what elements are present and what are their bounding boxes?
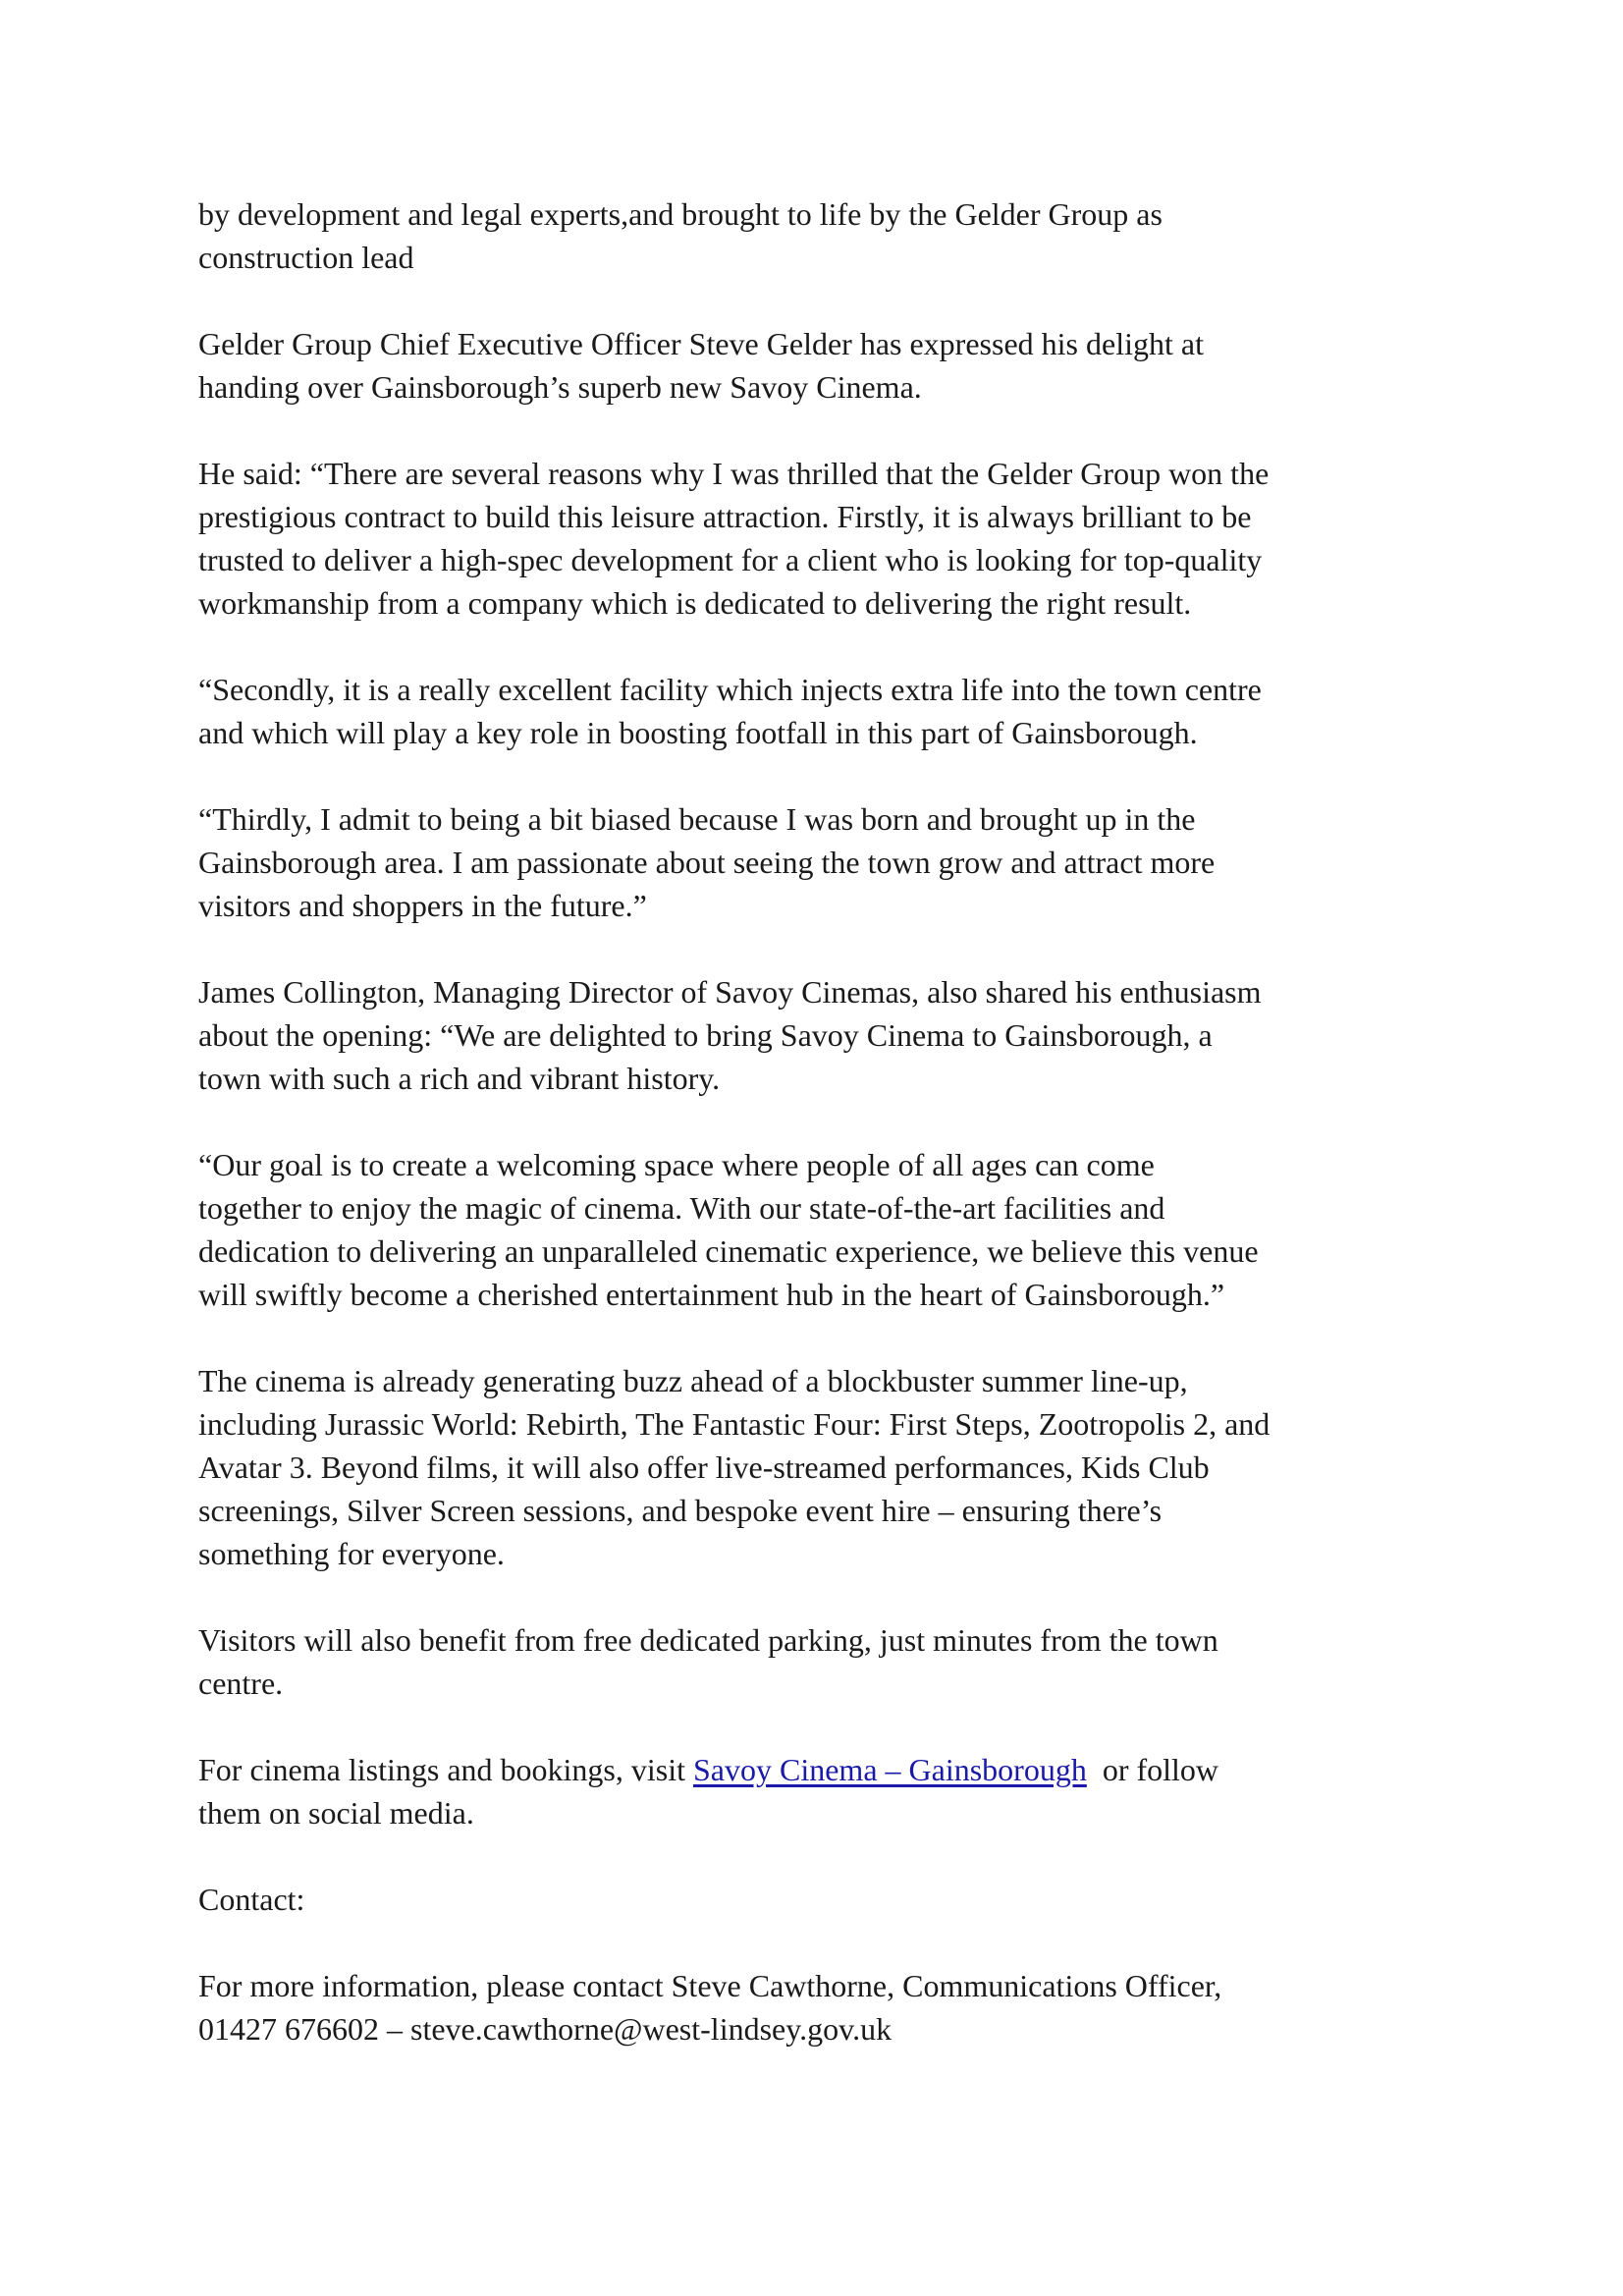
text-line: prestigious contract to build this leisure attraction. Firstly, it is always brilliant to be <box>198 499 1252 534</box>
text-line: town with such a rich and vibrant history. <box>198 1061 721 1096</box>
text-line: screenings, Silver Screen sessions, and bespoke event hire – ensuring there’s <box>198 1493 1163 1528</box>
paragraph-quote-reasons <box>198 452 1465 625</box>
text-line: “Thirdly, I admit to being a bit biased because I was born and brought up in the <box>198 801 1196 837</box>
text-line: For more information, please contact Steve Cawthorne, Communications Officer, <box>198 1968 1222 2003</box>
text-line: and which will play a key role in boosting footfall in this part of Gainsborough. <box>198 715 1198 750</box>
text-line: Contact: <box>198 1882 305 1917</box>
text-line: by development and legal experts,and brought to life by the Gelder Group as <box>198 196 1163 232</box>
paragraph-parking <box>198 1618 1465 1705</box>
paragraph-goal-quote <box>198 1143 1465 1316</box>
text-line: visitors and shoppers in the future.” <box>198 888 647 923</box>
text-line: “Our goal is to create a welcoming space where people of all ages can come <box>198 1147 1155 1182</box>
contact-phone-email: 01427 676602 – steve.cawthorne@west-lindsey.gov.uk <box>198 2011 893 2047</box>
text-line: construction lead <box>198 240 414 275</box>
text-line: centre. <box>198 1666 284 1701</box>
text-line: will swiftly become a cherished entertainment hub in the heart of Gainsborough.” <box>198 1277 1225 1312</box>
paragraph-construction-lead <box>198 192 1465 279</box>
press-release-body <box>198 192 1465 2094</box>
paragraph-summer-lineup <box>198 1359 1465 1575</box>
text-line: “Secondly, it is a really excellent facility which injects extra life into the town centre <box>198 672 1262 707</box>
text-line: James Collington, Managing Director of Savoy Cinemas, also shared his enthusiasm <box>198 974 1262 1010</box>
paragraph-ceo-delight <box>198 322 1465 409</box>
savoy-cinema-gainsborough-link[interactable]: Savoy Cinema – Gainsborough <box>692 1752 1087 1787</box>
text-line: Visitors will also benefit from free dedicated parking, just minutes from the town <box>198 1622 1218 1658</box>
text-line: including Jurassic World: Rebirth, The Fantastic Four: First Steps, Zootropolis 2, and <box>198 1406 1271 1442</box>
paragraph-listings <box>198 1748 1465 1834</box>
text-line: Avatar 3. Beyond films, it will also offer live-streamed performances, Kids Club <box>198 1449 1210 1485</box>
text-line: about the opening: “We are delighted to bring Savoy Cinema to Gainsborough, a <box>198 1017 1213 1053</box>
text-line: dedication to delivering an unparalleled cinematic experience, we believe this venue <box>198 1233 1259 1269</box>
text-line: something for everyone. <box>198 1536 505 1571</box>
paragraph-quote-secondly <box>198 668 1465 754</box>
text-line: Gainsborough area. I am passionate about seeing the town grow and attract more <box>198 845 1216 880</box>
text-line: workmanship from a company which is dedicated to delivering the right result. <box>198 585 1192 621</box>
paragraph-contact-details <box>198 1964 1465 2050</box>
text-line: together to enjoy the magic of cinema. With our state-of-the-art facilities and <box>198 1190 1165 1226</box>
listings-text-after-link: or follow <box>1086 1752 1219 1787</box>
text-line: The cinema is already generating buzz ahead of a blockbuster summer line-up, <box>198 1363 1188 1398</box>
text-line: Gelder Group Chief Executive Officer Steve Gelder has expressed his delight at <box>198 326 1204 361</box>
paragraph-managing-director <box>198 970 1465 1100</box>
text-line <box>198 1748 1465 1791</box>
text-line: handing over Gainsborough’s superb new Savoy Cinema. <box>198 369 922 405</box>
contact-heading <box>198 1878 1465 1921</box>
text-line: He said: “There are several reasons why I was thrilled that the Gelder Group won the <box>198 456 1270 491</box>
paragraph-quote-thirdly <box>198 797 1465 927</box>
text-line: trusted to deliver a high-spec development for a client who is looking for top-quality <box>198 542 1263 577</box>
text-line: them on social media. <box>198 1795 474 1831</box>
listings-text-before-link: For cinema listings and bookings, visit <box>198 1752 693 1787</box>
